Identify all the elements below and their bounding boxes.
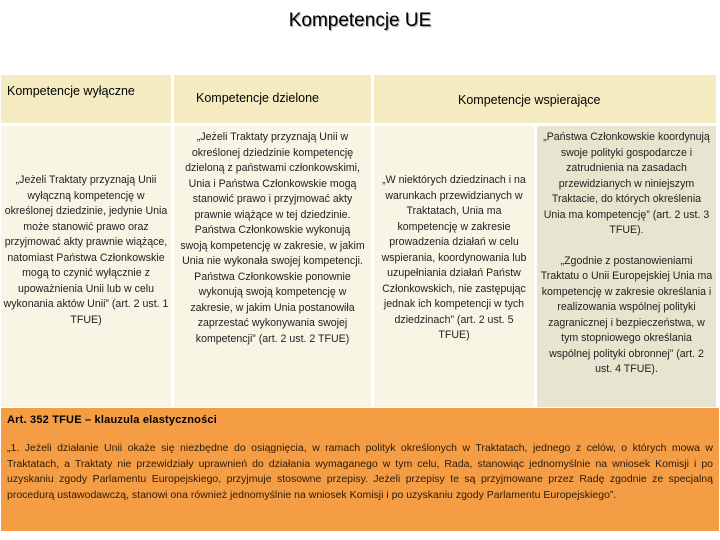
supporting-text-a: „W niektórych dziedzinach i na warunkach przewidzianych w Traktatach, Unia ma kompetencję w zakresie prowadzenia działań w celu wspierania, koordynowania lub uzupełniania działań Państw Członkowskich, nie zastępując jednak ich kompetencji w tych dziedzinach” (art. 2 ust. 5 TFUE): [381, 174, 527, 341]
competence-table: [1, 75, 719, 407]
exclusive-text: „Jeżeli Traktaty przyznają Unii wyłączną kompetencję w określonej dziedzinie, jedynie Unia może stanowić prawo oraz przyjmować akty prawnie wiążące, natomiast Państwa Członkowskie mogą to czynić wyłącznie z upoważnienia Unii lub w celu wykonania aktów Unii” (art. 2 ust. 1 TFUE): [3, 174, 169, 326]
supporting-text-b1: „Państwa Członkowskie koordynują swoje polityki gospodarcze i zatrudnienia na zasadach przewidzianych w niniejszym Traktacie, do których określenia Unia ma kompetencję” (art. 2 ust. 3 TFUE).: [543, 131, 710, 236]
cell-supporting-b: [537, 126, 716, 407]
cell-exclusive: [1, 126, 171, 407]
cell-shared: [174, 126, 371, 407]
clause-title: Art. 352 TFUE – klauzula elastyczności: [7, 414, 217, 426]
header-shared: [174, 75, 371, 123]
cell-supporting-a: [374, 126, 534, 407]
header-exclusive-label: Kompetencje wyłączne: [7, 84, 135, 98]
header-supporting: [374, 75, 716, 123]
header-shared-label: Kompetencje dzielone: [196, 91, 319, 105]
flexibility-clause-box: [1, 408, 719, 531]
shared-text: „Jeżeli Traktaty przyznają Unii w określonej dziedzinie kompetencję dzieloną z państwami członkowskimi, Unia i Państwa Członkowskie mogą stanowić prawo i przyjmować akty prawnie wiążące w tej dziedzinie. Państwa Członkowskie wykonują swoją kompetencję w zakresie, w jakim Unia nie wykonała swojej kompetencji. Państwa Członkowskie ponownie wykonują swoją kompetencję w zakresie, w jakim Unia postanowiła zaprzestać wykonywania swojej kompetencji” (art. 2 ust. 2 TFUE): [180, 131, 365, 345]
clause-text: „1. Jeżeli działanie Unii okaże się niezbędne do osiągnięcia, w ramach polityk określonych w Traktatach, jednego z celów, o których mowa w Traktatach, a Traktaty nie przewidziały uprawnień do działania wymaganego w tym celu, Rada, stanowiąc jednomyślnie na wniosek Komisji i po uzyskaniu zgody Parlamentu Europejskiego, przyjmuje stosowne przepisy. Jeżeli przepisy te są przyjmowane przez Radę zgodnie ze specjalną procedurą ustawodawczą, stanowi ona również jednomyślnie na wniosek Komisji i po uzyskaniu zgody Parlamentu Europejskiego”.: [7, 442, 713, 501]
page-title: Kompetencje UE: [288, 10, 432, 31]
header-supporting-label: Kompetencje wspierające: [458, 93, 601, 107]
header-exclusive: [1, 75, 171, 123]
supporting-text-b2: „Zgodnie z postanowieniami Traktatu o Unii Europejskiej Unia ma kompetencję w zakresie określania i realizowania wspólnej polityki zagranicznej i bezpieczeństwa, w tym stopniowego określania wspólnej polityki obronnej” (art. 2 ust. 4 TFUE).: [540, 254, 713, 375]
